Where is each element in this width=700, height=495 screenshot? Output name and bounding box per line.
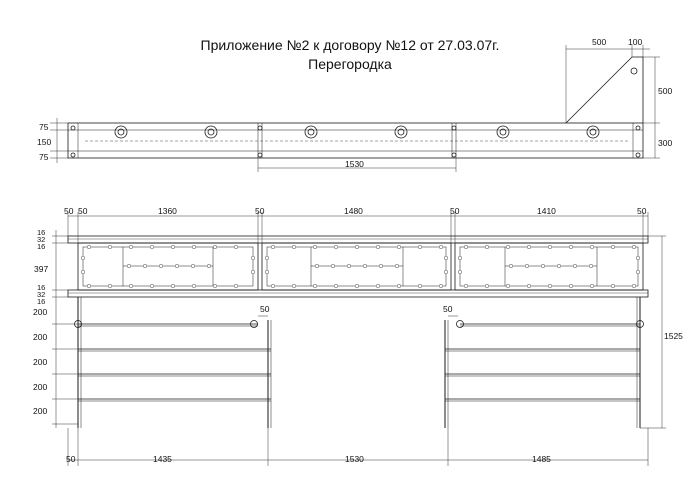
rivet bbox=[175, 264, 179, 268]
rivet bbox=[292, 284, 296, 288]
rivet bbox=[506, 284, 510, 288]
rivet bbox=[397, 245, 401, 249]
rivet bbox=[485, 284, 489, 288]
rivet bbox=[355, 245, 359, 249]
dim-label: 50 bbox=[78, 206, 88, 216]
rivet bbox=[234, 284, 238, 288]
rivet bbox=[590, 284, 594, 288]
rivet bbox=[573, 264, 577, 268]
panel-rivets bbox=[81, 245, 640, 288]
page-subtitle: Перегородка bbox=[308, 56, 392, 72]
rivet bbox=[265, 256, 269, 260]
rivet bbox=[548, 245, 552, 249]
dim-label: 500 bbox=[658, 86, 673, 96]
rivet bbox=[171, 245, 175, 249]
dim-label: 200 bbox=[33, 357, 48, 367]
rivet bbox=[159, 264, 163, 268]
dim-label: 200 bbox=[33, 382, 48, 392]
rivet bbox=[355, 284, 359, 288]
rivet bbox=[271, 245, 275, 249]
rivet bbox=[150, 245, 154, 249]
dim-label: 100 bbox=[628, 37, 643, 47]
top-view-bar bbox=[68, 123, 643, 158]
dim-label: 16 bbox=[37, 242, 46, 251]
top-rail bbox=[68, 236, 648, 243]
dim-label: 50 bbox=[450, 206, 460, 216]
rivet bbox=[334, 284, 338, 288]
middle-rail bbox=[68, 290, 648, 297]
rivet bbox=[569, 245, 573, 249]
rivet bbox=[444, 256, 448, 260]
top-fitting bbox=[115, 126, 127, 138]
dim-label: 1435 bbox=[153, 454, 172, 464]
rivet bbox=[143, 264, 147, 268]
panel-frame-1 bbox=[78, 243, 258, 290]
rivet bbox=[191, 264, 195, 268]
dim-label: 32 bbox=[37, 235, 46, 244]
rivet bbox=[81, 270, 85, 274]
top-fitting bbox=[205, 126, 217, 138]
dim-label: 1525 bbox=[664, 331, 683, 341]
rivet bbox=[439, 245, 443, 249]
rivet bbox=[395, 264, 399, 268]
dim-label: 50 bbox=[443, 304, 453, 314]
rivet bbox=[485, 245, 489, 249]
front-view-dimensions bbox=[52, 212, 666, 466]
rivet bbox=[171, 284, 175, 288]
rivet bbox=[418, 284, 422, 288]
rivet bbox=[611, 245, 615, 249]
rivet bbox=[632, 245, 636, 249]
dim-label: 500 bbox=[592, 37, 607, 47]
dim-label: 150 bbox=[37, 137, 52, 147]
page-title: Приложение №2 к договору №12 от 27.03.07г. bbox=[200, 37, 500, 53]
dim-label: 397 bbox=[34, 264, 49, 274]
rivet bbox=[108, 245, 112, 249]
rivet bbox=[548, 284, 552, 288]
rivet bbox=[334, 245, 338, 249]
corner-bracket bbox=[566, 57, 643, 123]
rivet bbox=[234, 245, 238, 249]
dim-label: 75 bbox=[39, 152, 49, 162]
rivet bbox=[363, 264, 367, 268]
rivet bbox=[527, 245, 531, 249]
rivet bbox=[108, 284, 112, 288]
dim-label: 50 bbox=[255, 206, 265, 216]
panel-frame-2 bbox=[262, 243, 451, 290]
rivet bbox=[213, 284, 217, 288]
rivet bbox=[458, 256, 462, 260]
rivet bbox=[271, 284, 275, 288]
dim-label: 200 bbox=[33, 332, 48, 342]
rivet bbox=[213, 245, 217, 249]
rivet bbox=[207, 264, 211, 268]
rivet bbox=[129, 245, 133, 249]
rivet bbox=[557, 264, 561, 268]
rivet bbox=[87, 284, 91, 288]
top-fitting bbox=[305, 126, 317, 138]
rivet bbox=[418, 245, 422, 249]
rivet bbox=[458, 270, 462, 274]
dim-label: 1480 bbox=[344, 206, 363, 216]
rivet bbox=[541, 264, 545, 268]
rivet bbox=[313, 284, 317, 288]
dim-label: 75 bbox=[39, 122, 49, 132]
dim-label: 200 bbox=[33, 307, 48, 317]
dim-label: 16 bbox=[37, 297, 46, 306]
dim-label: 50 bbox=[66, 454, 76, 464]
rivet bbox=[527, 284, 531, 288]
rivet bbox=[379, 264, 383, 268]
rivet bbox=[632, 284, 636, 288]
rivet bbox=[251, 270, 255, 274]
rivet bbox=[636, 256, 640, 260]
rivet bbox=[439, 284, 443, 288]
top-fitting bbox=[587, 126, 599, 138]
rivet bbox=[464, 284, 468, 288]
rivet bbox=[265, 270, 269, 274]
dim-label: 1530 bbox=[345, 454, 364, 464]
rivet bbox=[569, 284, 573, 288]
top-view-dimensions bbox=[50, 45, 660, 172]
rivet bbox=[81, 256, 85, 260]
rivet bbox=[376, 284, 380, 288]
rivet bbox=[611, 284, 615, 288]
rivet bbox=[397, 284, 401, 288]
rivet bbox=[331, 264, 335, 268]
rivet bbox=[506, 245, 510, 249]
dim-label: 50 bbox=[64, 206, 74, 216]
rivet bbox=[444, 270, 448, 274]
dim-label: 1410 bbox=[537, 206, 556, 216]
rivet bbox=[150, 284, 154, 288]
dim-label: 300 bbox=[658, 138, 673, 148]
rivet bbox=[636, 270, 640, 274]
rivet bbox=[313, 245, 317, 249]
rivet bbox=[347, 264, 351, 268]
dim-label: 200 bbox=[33, 406, 48, 416]
dim-label: 16 bbox=[37, 283, 46, 292]
rivet bbox=[376, 245, 380, 249]
top-fitting bbox=[497, 126, 509, 138]
rivet bbox=[292, 245, 296, 249]
rivet bbox=[590, 245, 594, 249]
dim-label: 1485 bbox=[532, 454, 551, 464]
rivet bbox=[509, 264, 513, 268]
rivet bbox=[251, 256, 255, 260]
rivet bbox=[315, 264, 319, 268]
rivet bbox=[127, 264, 131, 268]
top-view bbox=[68, 57, 643, 158]
dim-label: 50 bbox=[637, 206, 647, 216]
panel-frame-3 bbox=[455, 243, 643, 290]
top-fitting bbox=[395, 126, 407, 138]
rivet bbox=[192, 284, 196, 288]
dim-label: 1360 bbox=[158, 206, 177, 216]
rivet bbox=[525, 264, 529, 268]
front-view-dim-labels bbox=[33, 206, 683, 464]
rivet bbox=[87, 245, 91, 249]
rivet bbox=[464, 245, 468, 249]
top-view-dim-labels bbox=[37, 37, 672, 169]
dim-label: 16 bbox=[37, 228, 46, 237]
front-view bbox=[68, 236, 648, 428]
rivet bbox=[129, 284, 133, 288]
rivet bbox=[192, 245, 196, 249]
dim-label: 1530 bbox=[345, 159, 364, 169]
dim-label: 50 bbox=[260, 304, 270, 314]
dim-label: 32 bbox=[37, 290, 46, 299]
rivet bbox=[589, 264, 593, 268]
